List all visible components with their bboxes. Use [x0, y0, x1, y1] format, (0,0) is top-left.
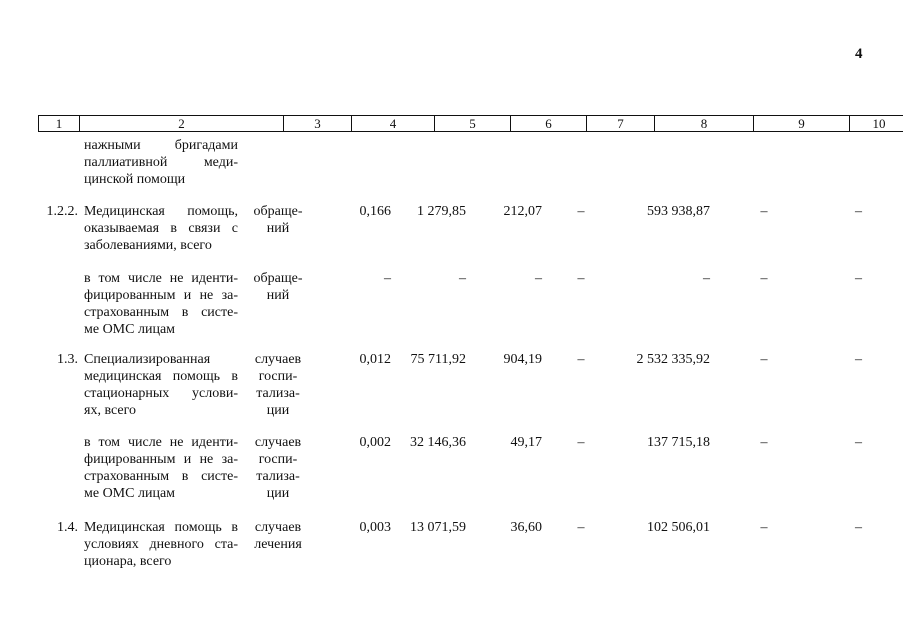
column-10-value: –	[855, 435, 862, 450]
volume-per-person: 0,166	[359, 204, 391, 219]
description-line: Медицинская помощь,	[84, 204, 238, 219]
total-cost: 102 506,01	[647, 520, 710, 535]
column-9-value: –	[760, 271, 768, 286]
column-number-2: 2	[80, 116, 284, 132]
volume-per-person: 0,012	[359, 352, 391, 367]
page-number: 4	[855, 46, 863, 62]
unit-line: лечения	[254, 537, 302, 552]
description-line: в том числе не иденти-	[84, 435, 238, 450]
unit-line: ции	[266, 403, 290, 418]
description-line: ционара, всего	[84, 554, 172, 569]
row-number: 1.4.	[57, 520, 78, 535]
total-cost: 593 938,87	[647, 204, 710, 219]
column-number-header	[38, 115, 903, 132]
column-7-value: –	[577, 435, 585, 450]
unit-line: случаев	[254, 352, 302, 367]
description-line: паллиативной меди-	[84, 155, 238, 170]
row-number: 1.2.2.	[46, 204, 78, 219]
column-number-3: 3	[284, 116, 352, 132]
description-line: заболеваниями, всего	[84, 238, 212, 253]
description-line: оказываемая в связи с	[84, 221, 238, 236]
cost-per-unit: 13 071,59	[410, 520, 466, 535]
description-line: медицинская помощь в	[84, 369, 238, 384]
column-9-value: –	[760, 520, 768, 535]
volume-per-person: 0,002	[359, 435, 391, 450]
column-9-value: –	[760, 204, 768, 219]
column-10-value: –	[855, 352, 862, 367]
column-7-value: –	[577, 204, 585, 219]
row-description	[84, 203, 238, 254]
row-description	[84, 351, 238, 419]
column-9-value: –	[760, 435, 768, 450]
column-10-value: –	[855, 271, 862, 286]
per-capita-standard: –	[535, 271, 542, 286]
description-line: Специализированная	[84, 352, 211, 367]
volume-per-person: –	[384, 271, 391, 286]
description-line: цинской помощи	[84, 172, 186, 187]
unit-line: ции	[266, 486, 290, 501]
unit-line: тализа-	[256, 469, 300, 484]
column-number-6: 6	[511, 116, 587, 132]
per-capita-standard: 904,19	[503, 352, 542, 367]
description-line: Медицинская помощь в	[84, 520, 238, 535]
unit-of-measure	[244, 203, 312, 237]
unit-line: ний	[266, 288, 290, 303]
unit-line: обраще-	[253, 271, 303, 286]
column-7-value: –	[577, 520, 585, 535]
unit-of-measure	[244, 270, 312, 304]
column-9-value: –	[760, 352, 768, 367]
description-line: ях, всего	[84, 403, 136, 418]
column-number-9: 9	[754, 116, 850, 132]
cost-per-unit: 75 711,92	[410, 352, 466, 367]
description-line: страхованным в систе-	[84, 469, 238, 484]
unit-line: госпи-	[258, 369, 298, 384]
total-cost: 2 532 335,92	[636, 352, 710, 367]
row-description	[84, 434, 238, 502]
total-cost: 137 715,18	[647, 435, 710, 450]
row-number: 1.3.	[57, 352, 78, 367]
unit-line: ний	[266, 221, 290, 236]
per-capita-standard: 212,07	[503, 204, 542, 219]
description-line: фицированным и не за-	[84, 288, 238, 303]
description-line: ме ОМС лицам	[84, 322, 176, 337]
description-line: фицированным и не за-	[84, 452, 238, 467]
column-number-7: 7	[587, 116, 655, 132]
unit-line: тализа-	[256, 386, 300, 401]
row-description	[84, 137, 238, 188]
column-7-value: –	[577, 271, 585, 286]
description-line: нажными бригадами	[84, 138, 238, 153]
unit-of-measure	[244, 434, 312, 502]
description-line: условиях дневного ста-	[84, 537, 238, 552]
column-10-value: –	[855, 520, 862, 535]
cost-per-unit: 32 146,36	[410, 435, 466, 450]
unit-line: случаев	[254, 520, 302, 535]
column-number-10: 10	[850, 116, 903, 132]
description-line: в том числе не иденти-	[84, 271, 238, 286]
description-line: стационарных услови-	[84, 386, 238, 401]
per-capita-standard: 36,60	[510, 520, 542, 535]
description-line: ме ОМС лицам	[84, 486, 176, 501]
column-10-value: –	[855, 204, 862, 219]
column-number-8: 8	[655, 116, 754, 132]
unit-line: госпи-	[258, 452, 298, 467]
cost-per-unit: –	[459, 271, 466, 286]
row-description	[84, 270, 238, 338]
volume-per-person: 0,003	[359, 520, 391, 535]
row-description	[84, 519, 238, 570]
unit-of-measure	[244, 519, 312, 553]
column-number-4: 4	[352, 116, 435, 132]
cost-per-unit: 1 279,85	[417, 204, 466, 219]
unit-of-measure	[244, 351, 312, 419]
column-7-value: –	[577, 352, 585, 367]
unit-line: обраще-	[253, 204, 303, 219]
column-number-5: 5	[435, 116, 511, 132]
unit-line: случаев	[254, 435, 302, 450]
description-line: страхованным в систе-	[84, 305, 238, 320]
per-capita-standard: 49,17	[510, 435, 542, 450]
total-cost: –	[703, 271, 710, 286]
column-number-1: 1	[39, 116, 80, 132]
